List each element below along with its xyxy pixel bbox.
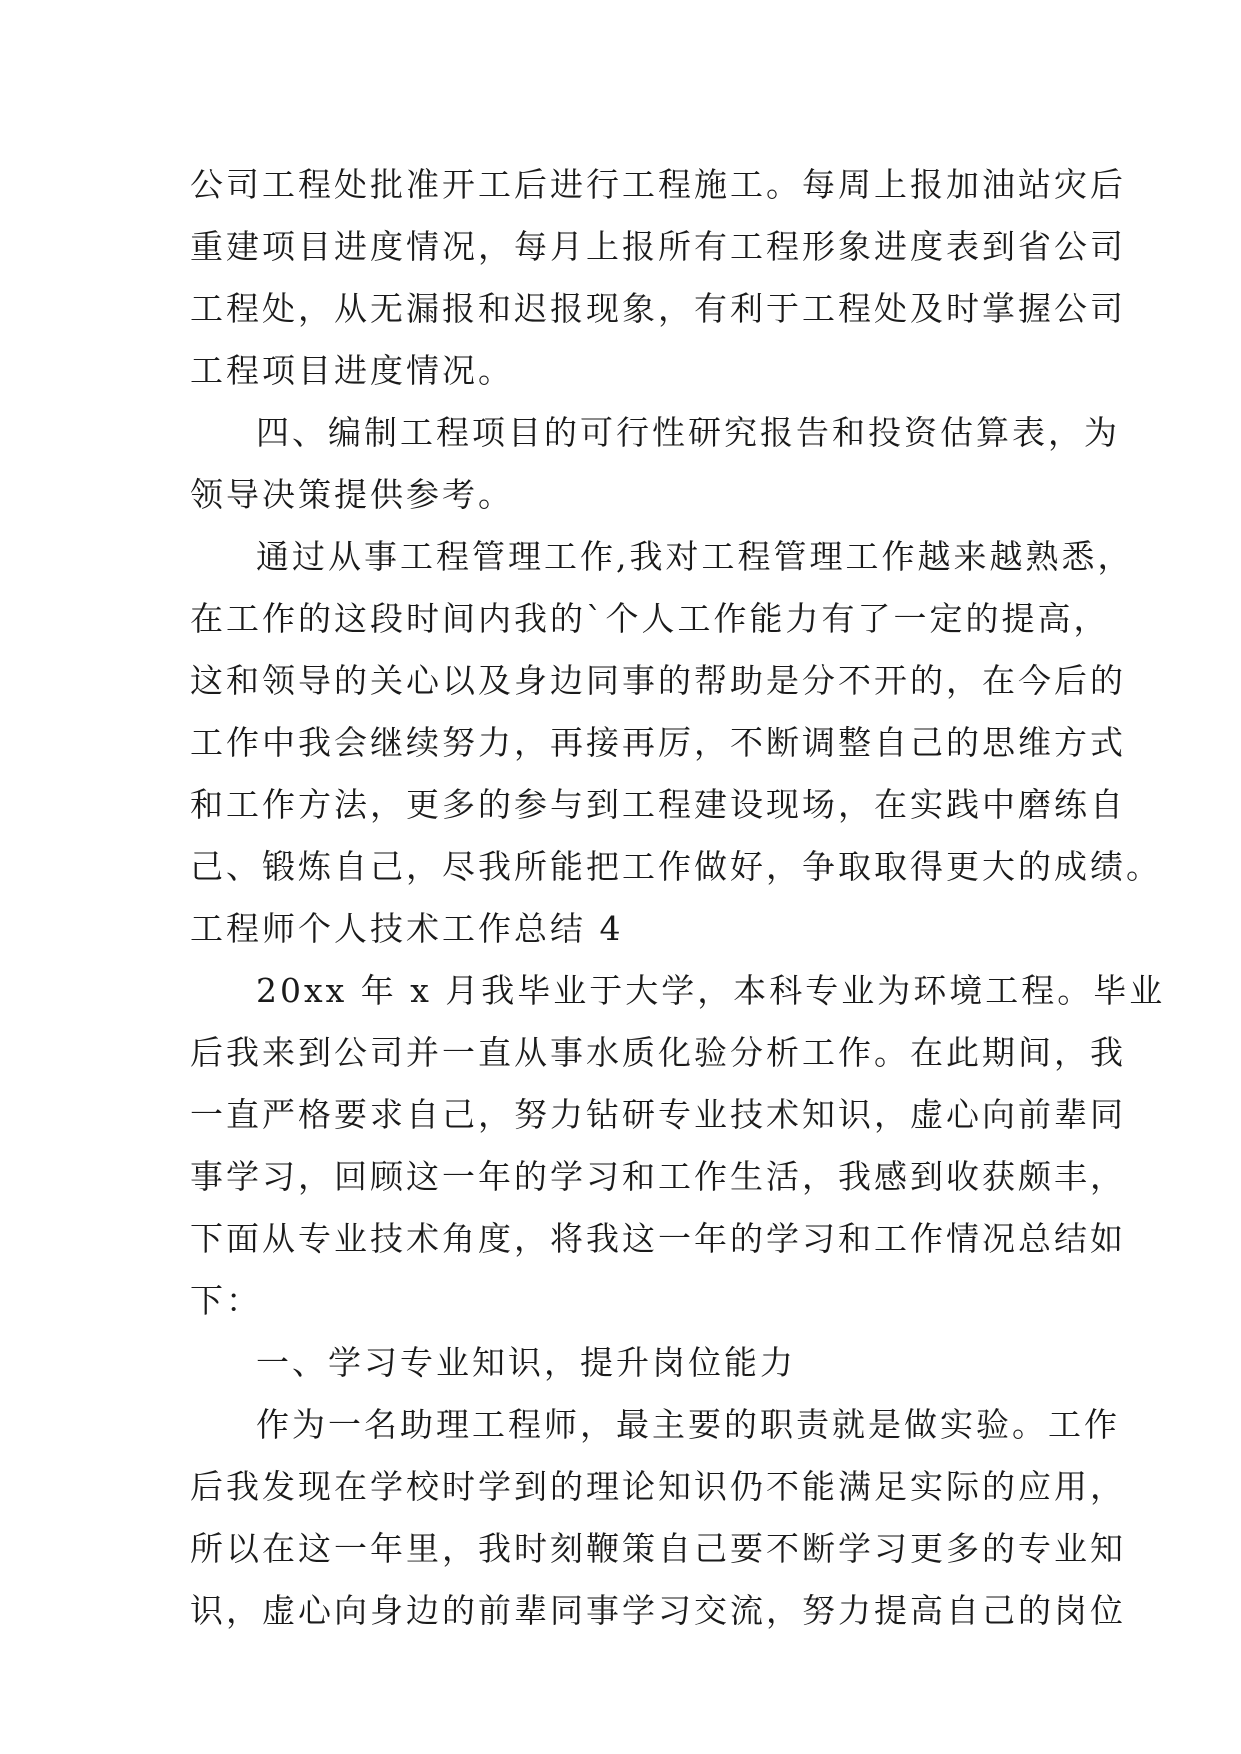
text-line: 所以在这一年里，我时刻鞭策自己要不断学习更多的专业知 bbox=[190, 1529, 1126, 1568]
text-line: 工作中我会继续努力，再接再厉，不断调整自己的思维方式 bbox=[190, 723, 1126, 762]
text-line: 四、编制工程项目的可行性研究报告和投资估算表，为 bbox=[256, 413, 1120, 452]
text-line: 后我发现在学校时学到的理论知识仍不能满足实际的应用， bbox=[190, 1467, 1126, 1506]
text-line: 识，虚心向身边的前辈同事学习交流，努力提高自己的岗位 bbox=[190, 1591, 1126, 1630]
text-line: 后我来到公司并一直从事水质化验分析工作。在此期间，我 bbox=[190, 1033, 1126, 1072]
text-line: 20xx 年 x 月我毕业于大学，本科专业为环境工程。毕业 bbox=[256, 971, 1166, 1010]
text-line: 一直严格要求自己，努力钻研专业技术知识，虚心向前辈同 bbox=[190, 1095, 1126, 1134]
text-line: 公司工程处批准开工后进行工程施工。每周上报加油站灾后 bbox=[190, 165, 1126, 204]
section-heading: 工程师个人技术工作总结 4 bbox=[190, 909, 624, 948]
text-line: 这和领导的关心以及身边同事的帮助是分不开的，在今后的 bbox=[190, 661, 1126, 700]
document-body bbox=[190, 154, 1166, 1642]
text-line: 工程处，从无漏报和迟报现象，有利于工程处及时掌握公司 bbox=[190, 289, 1126, 328]
text-line: 领导决策提供参考。 bbox=[190, 475, 514, 514]
text-line: 事学习，回顾这一年的学习和工作生活，我感到收获颇丰， bbox=[190, 1157, 1126, 1196]
text-line: 下： bbox=[190, 1281, 262, 1320]
text-line: 重建项目进度情况，每月上报所有工程形象进度表到省公司 bbox=[190, 227, 1126, 266]
text-line: 通过从事工程管理工作,我对工程管理工作越来越熟悉， bbox=[256, 537, 1134, 576]
text-line: 工程项目进度情况。 bbox=[190, 351, 514, 390]
text-line: 和工作方法，更多的参与到工程建设现场，在实践中磨练自 bbox=[190, 785, 1126, 824]
text-line: 作为一名助理工程师，最主要的职责就是做实验。工作 bbox=[256, 1405, 1120, 1444]
text-line: 在工作的这段时间内我的`个人工作能力有了一定的提高， bbox=[190, 599, 1110, 638]
text-line: 己、锻炼自己，尽我所能把工作做好，争取取得更大的成绩。 bbox=[190, 847, 1162, 886]
text-line: 下面从专业技术角度，将我这一年的学习和工作情况总结如 bbox=[190, 1219, 1126, 1258]
subsection-heading: 一、学习专业知识，提升岗位能力 bbox=[256, 1343, 796, 1382]
